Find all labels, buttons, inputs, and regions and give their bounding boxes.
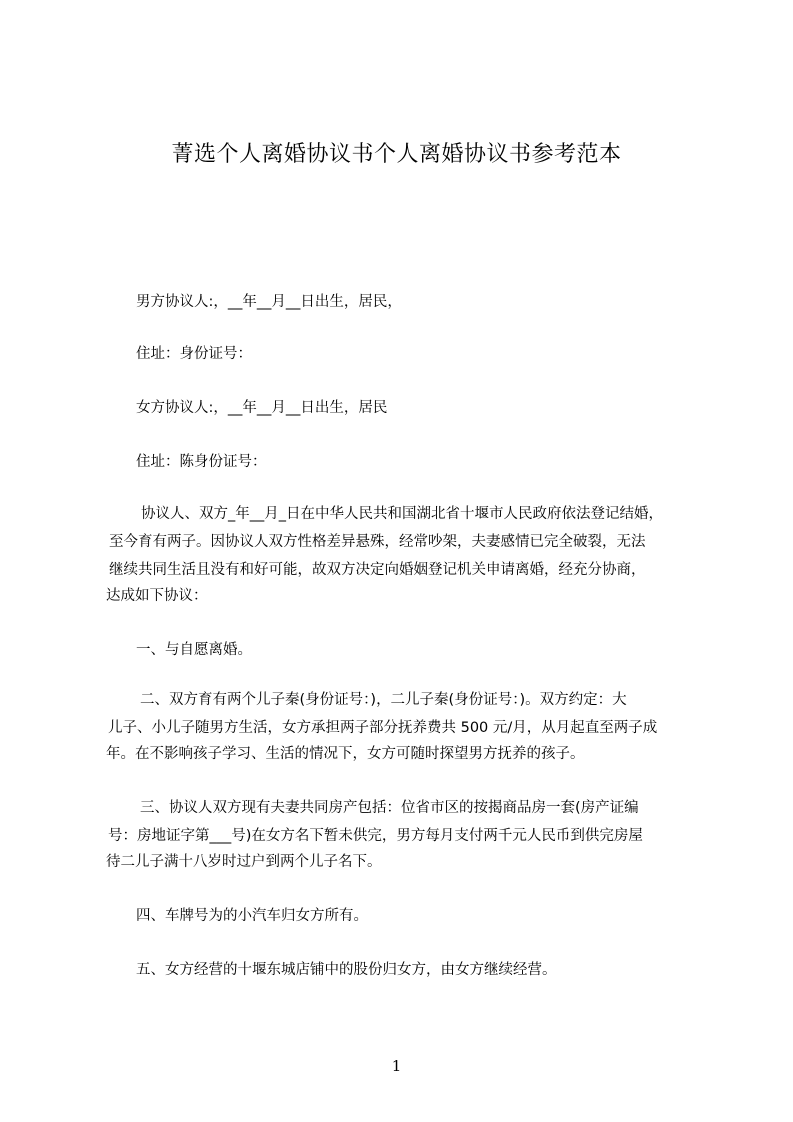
- clause-4: 四、车牌号为的小汽车归女方所有。: [136, 908, 368, 924]
- male-address-line: 住址：身份证号：: [136, 346, 252, 362]
- page-number: 1: [391, 1057, 402, 1075]
- clause-5: 五、女方经营的十堰东城店铺中的股份归女方，由女方继续经营。: [136, 962, 557, 978]
- intro-paragraph-line-3: 继续共同生活且没有和好可能，故双方决定向婚姻登记机关申请离婚，经充分协商，: [109, 562, 646, 578]
- clause-2-line-2: 儿子、小儿子随男方生活，女方承担两子部分抚养费共 500 元/月，从月起直至两子成: [108, 720, 658, 736]
- clause-1: 一、与自愿离婚。: [136, 642, 252, 658]
- intro-paragraph-line-1: 协议人、双方_年__月_日在中华人民共和国湖北省十堰市人民政府依法登记结婚，: [141, 506, 663, 522]
- clause-3-line-2: 号：房地证字第___号)在女方名下暂未供完，男方每月支付两千元人民币到供完房屋: [108, 828, 643, 844]
- clause-2-line-3: 年。在不影响孩子学习、生活的情况下，女方可随时探望男方抚养的孩子。: [106, 746, 585, 762]
- intro-paragraph-line-2: 至今育有两子。因协议人双方性格差异悬殊，经常吵架，夫妻感情已完全破裂，无法: [109, 534, 646, 550]
- document-title: 菁选个人离婚协议书个人离婚协议书参考范本: [171, 142, 622, 167]
- female-party-line: 女方协议人:，__年__月__日出生，居民: [136, 400, 388, 416]
- male-party-line: 男方协议人:，__年__月__日出生，居民，: [136, 294, 402, 310]
- intro-paragraph-line-4: 达成如下协议：: [106, 588, 208, 604]
- clause-3-line-3: 待二儿子满十八岁时过户到两个儿子名下。: [106, 854, 382, 870]
- female-address-line: 住址：陈身份证号：: [136, 454, 267, 470]
- clause-2-line-1: 二、双方育有两个儿子秦(身份证号：)，二儿子秦(身份证号：)。双方约定：大: [140, 692, 627, 708]
- clause-3-line-1: 三、协议人双方现有夫妻共同房产包括：位省市区的按揭商品房一套(房产证编: [140, 800, 639, 816]
